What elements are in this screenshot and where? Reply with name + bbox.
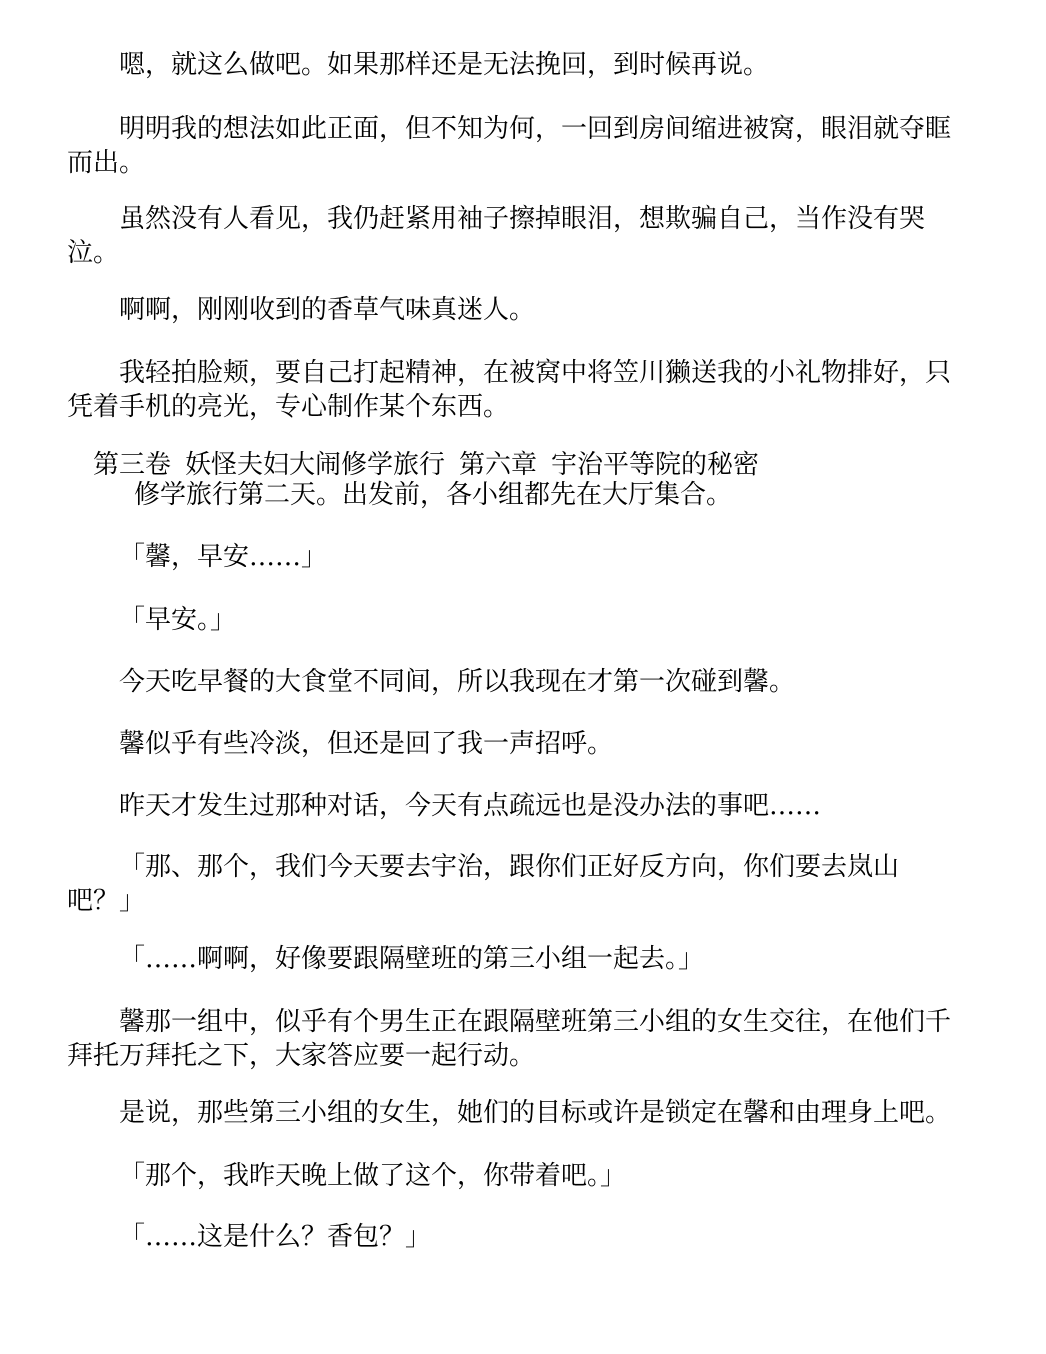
text-line: 凭着手机的亮光，专心制作某个东西。 [67,392,510,422]
chapter-title: 宇治平等院的秘密 [551,450,760,480]
text-line: 「那个，我昨天晚上做了这个，你带着吧。」 [119,1161,627,1191]
paragraph [67,540,977,574]
paragraph [82,478,992,512]
text-line: 吧？」 [67,886,146,916]
text-line: 「早安。」 [119,605,237,635]
paragraph [67,202,977,270]
paragraph [67,112,977,180]
paragraph [67,293,977,327]
text-line: 馨那一组中，似乎有个男生正在跟隔壁班第三小组的女生交往，在他们千 [119,1007,952,1037]
text-line: 昨天才发生过那种对话，今天有点疏远也是没办法的事吧…… [119,791,822,821]
paragraph [67,1159,977,1193]
paragraph [67,1220,977,1254]
text-line: 「……这是什么？香包？」 [119,1222,432,1252]
text-line: 「……啊啊，好像要跟隔壁班的第三小组一起去。」 [119,944,705,974]
text-line: 我轻拍脸颊，要自己打起精神，在被窝中将笠川獭送我的小礼物排好，只 [119,358,952,388]
text-line: 泣。 [67,238,120,268]
paragraph [67,1096,977,1130]
text-line: 明明我的想法如此正面，但不知为何，一回到房间缩进被窝，眼泪就夺眶 [119,114,952,144]
volume-label: 第三卷 [93,450,172,480]
text-line: 馨似乎有些冷淡，但还是回了我一声招呼。 [119,729,614,759]
text-line: 「那、那个，我们今天要去宇治，跟你们正好反方向，你们要去岚山 [119,852,900,882]
paragraph [67,356,977,424]
text-line: 嗯，就这么做吧。如果那样还是无法挽回，到时候再说。 [119,50,770,80]
text-line: 而出。 [67,148,146,178]
chapter-label: 第六章 [459,450,538,480]
text-line: 「馨，早安……」 [119,542,328,572]
text-line: 拜托万拜托之下，大家答应要一起行动。 [67,1041,536,1071]
volume-title: 妖怪夫妇大闹修学旅行 [185,450,446,480]
paragraph [67,942,977,976]
paragraph [67,727,977,761]
text-line: 修学旅行第二天。出发前，各小组都先在大厅集合。 [134,480,733,510]
paragraph [67,48,977,82]
paragraph [67,850,977,918]
paragraph [67,603,977,637]
chapter-heading [93,448,993,482]
text-line: 啊啊，刚刚收到的香草气味真迷人。 [119,295,536,325]
paragraph [67,1005,977,1073]
text-line: 虽然没有人看见，我仍赶紧用袖子擦掉眼泪，想欺骗自己，当作没有哭 [119,204,926,234]
text-line: 今天吃早餐的大食堂不同间，所以我现在才第一次碰到馨。 [119,667,796,697]
text-line: 是说，那些第三小组的女生，她们的目标或许是锁定在馨和由理身上吧。 [119,1098,952,1128]
paragraph [67,665,977,699]
paragraph [67,789,977,823]
